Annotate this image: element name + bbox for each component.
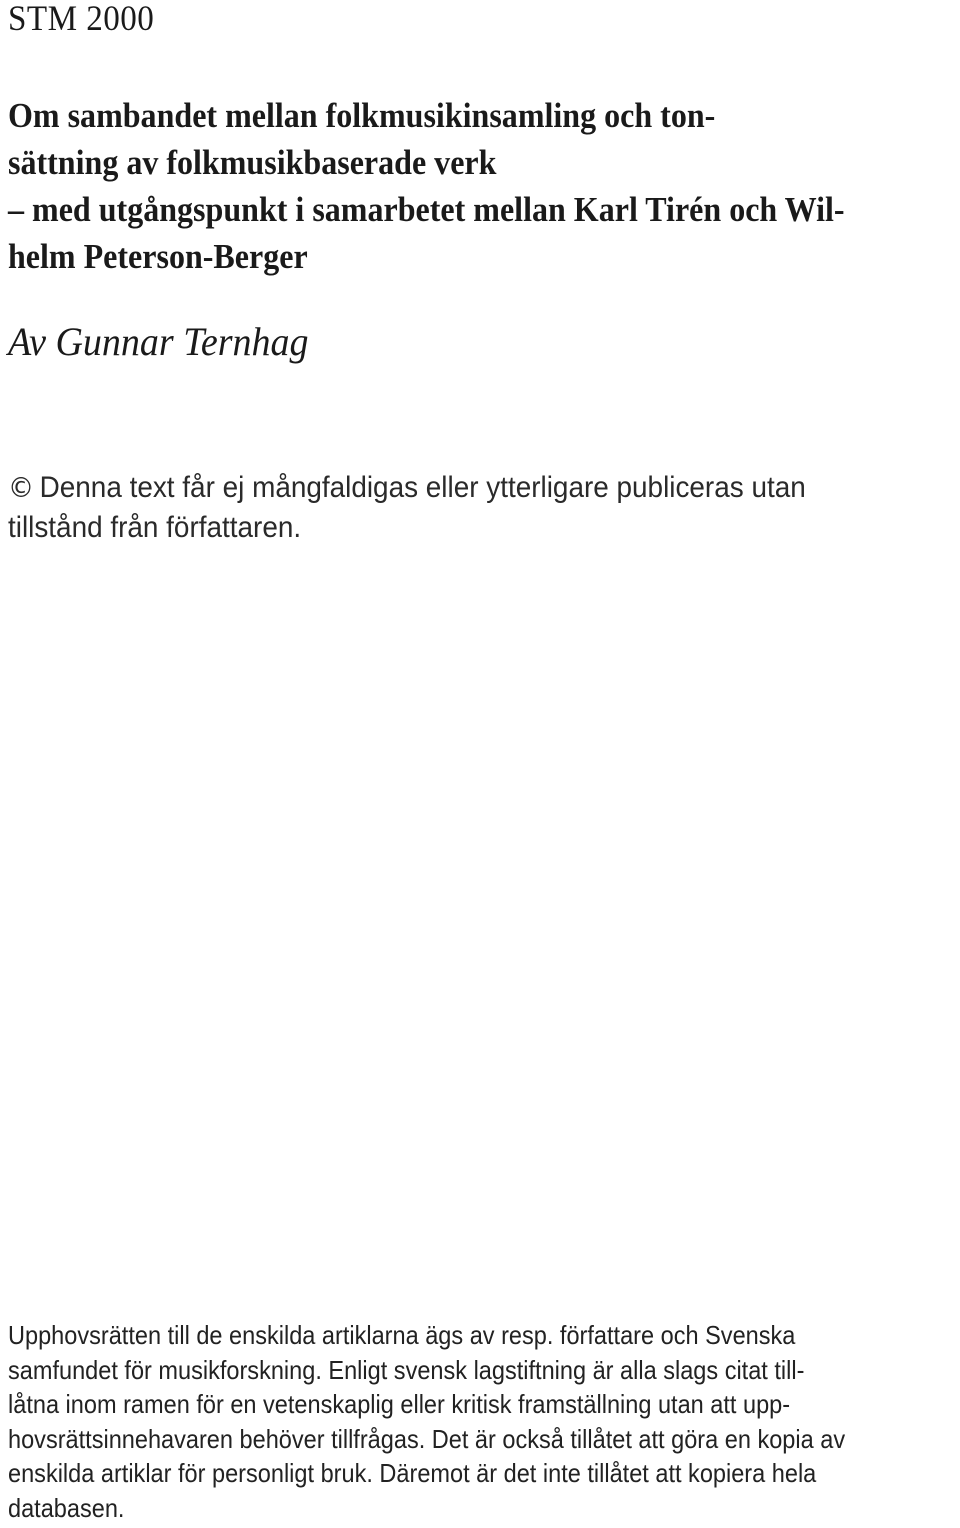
- copyright-notice: [8, 1318, 845, 1525]
- notice-line: låtna inom ramen för en vetenskaplig eller kritisk framställning utan att upp-: [8, 1389, 791, 1419]
- author-byline: Av Gunnar Ternhag: [8, 319, 309, 364]
- notice-line: databasen.: [8, 1492, 125, 1523]
- notice-line: enskilda artiklar för personligt bruk. Däremot är det inte tillåtet att kopiera hela: [8, 1458, 817, 1488]
- notice-line: hovsrättsinnehavaren behöver tillfrågas. Det är också tillåtet att göra en kopia av: [8, 1423, 846, 1454]
- notice-line: samfundet för musikforskning. Enligt svensk lagstiftning är alla slags citat till-: [8, 1354, 805, 1385]
- copyright-line: [8, 468, 806, 508]
- journal-label: STM 2000: [8, 0, 155, 38]
- title-line: Om sambandet mellan folkmusikinsamling och ton-: [8, 96, 716, 135]
- title-line: sättning av folkmusikbaserade verk: [8, 143, 497, 182]
- title-line: – med utgångspunkt i samarbetet mellan Karl Tirén och Wil-: [8, 190, 845, 229]
- copyright-line: tillstånd från författaren.: [8, 511, 302, 544]
- title-line: helm Peterson-Berger: [8, 237, 308, 276]
- notice-line: Upphovsrätten till de enskilda artiklarna ägs av resp. författare och Svenska: [8, 1320, 796, 1350]
- copyright-statement: [8, 468, 806, 548]
- copyright-icon: ©: [8, 471, 35, 504]
- article-title: [8, 92, 923, 280]
- copyright-text: Denna text får ej mångfaldigas eller ytterligare publiceras utan: [39, 471, 806, 504]
